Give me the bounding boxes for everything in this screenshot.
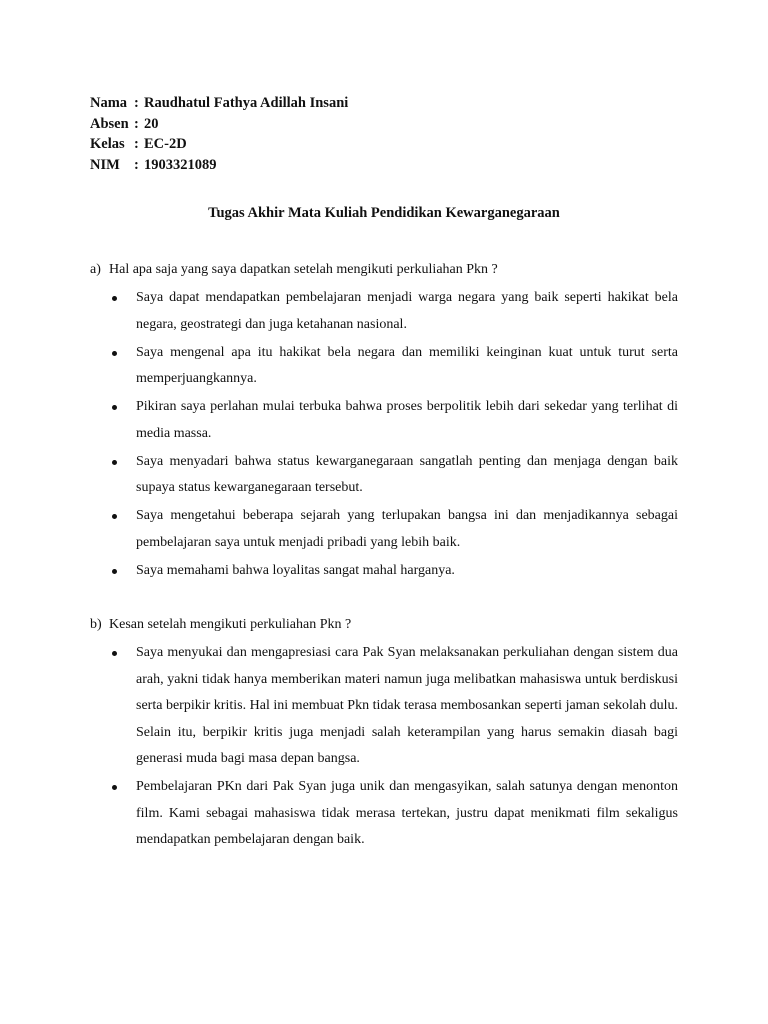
bullet-icon (112, 569, 117, 574)
question-text: Hal apa saja yang saya dapatkan setelah mengikuti perkuliahan Pkn ? (109, 262, 498, 277)
identity-row-nim (90, 155, 348, 176)
list-item (110, 285, 678, 338)
identity-value: EC-2D (144, 136, 187, 152)
list-item-text: Saya menyukai dan mengapresiasi cara Pak Syan melaksanakan perkuliahan dengan sistem dua arah, yakni tidak hanya memberikan materi namun juga melibatkan mahasiswa untuk berdiskusi serta berpikir kritis. Hal ini membuat Pkn tidak terasa membosankan seperti jaman sekolah dulu. Selain itu, berpikir kritis juga menjadi salah keterampilan yang harus semakin diasah bagi generasi muda bagi masa depan bangsa. (136, 645, 678, 766)
bullet-icon (112, 651, 117, 656)
bullet-icon (112, 514, 117, 519)
identity-block (90, 93, 348, 175)
identity-value: Raudhatul Fathya Adillah Insani (144, 95, 349, 111)
identity-separator: : (134, 136, 139, 152)
question-a (90, 262, 498, 278)
bullet-icon (112, 405, 117, 410)
list-item-text: Saya mengetahui beberapa sejarah yang terlupakan bangsa ini dan menjadikannya sebagai pembelajaran saya untuk menjadi pribadi yang lebih baik. (136, 508, 678, 550)
identity-row-kelas (90, 134, 348, 155)
identity-separator: : (134, 95, 139, 111)
bullet-icon (112, 460, 117, 465)
list-item-text: Pembelajaran PKn dari Pak Syan juga unik dan mengasyikan, salah satunya dengan menonton film. Kami sebagai mahasiswa tidak merasa tertekan, justru dapat menikmati film sekaligus mendapatkan pembelajaran dengan baik. (136, 779, 678, 847)
bullet-icon (112, 351, 117, 356)
list-item (110, 503, 678, 556)
list-item-text: Saya menyadari bahwa status kewarganegaraan sangatlah penting dan menjaga dengan baik supaya status kewarganegaraan tersebut. (136, 453, 678, 495)
list-item (110, 640, 678, 773)
question-marker: b) (90, 617, 102, 632)
identity-separator: : (134, 115, 139, 132)
list-item-text: Pikiran saya perlahan mulai terbuka bahwa proses berpolitik lebih dari sekedar yang terlihat di media massa. (136, 399, 678, 441)
identity-label: Absen (90, 115, 129, 132)
answer-list-b (110, 640, 678, 855)
bullet-icon (112, 785, 117, 790)
identity-value: 1903321089 (144, 156, 217, 173)
list-item (110, 558, 678, 585)
list-item (110, 449, 678, 502)
list-item-text: Saya mengenal apa itu hakikat bela negara dan memiliki keinginan kuat untuk turut serta memperjuangkannya. (136, 344, 678, 386)
list-item-text: Saya dapat mendapatkan pembelajaran menjadi warga negara yang baik seperti hakikat bela negara, geostrategi dan juga ketahanan nasional. (136, 290, 678, 332)
list-item (110, 394, 678, 447)
bullet-icon (112, 296, 117, 301)
document-title: Tugas Akhir Mata Kuliah Pendidikan Kewarganegaraan (208, 205, 560, 221)
question-text: Kesan setelah mengikuti perkuliahan Pkn ? (109, 617, 352, 632)
question-b (90, 617, 351, 633)
list-item (110, 774, 678, 854)
identity-label: Nama (90, 95, 128, 111)
list-item-text: Saya memahami bahwa loyalitas sangat mahal harganya. (136, 562, 455, 578)
identity-row-absen (90, 114, 348, 135)
answer-list-a (110, 285, 678, 586)
identity-row-nama (90, 93, 348, 114)
list-item (110, 340, 678, 393)
identity-value: 20 (144, 115, 159, 132)
identity-separator: : (134, 156, 139, 173)
identity-label: NIM (90, 156, 120, 173)
identity-label: Kelas (90, 136, 125, 152)
question-marker: a) (90, 262, 101, 277)
